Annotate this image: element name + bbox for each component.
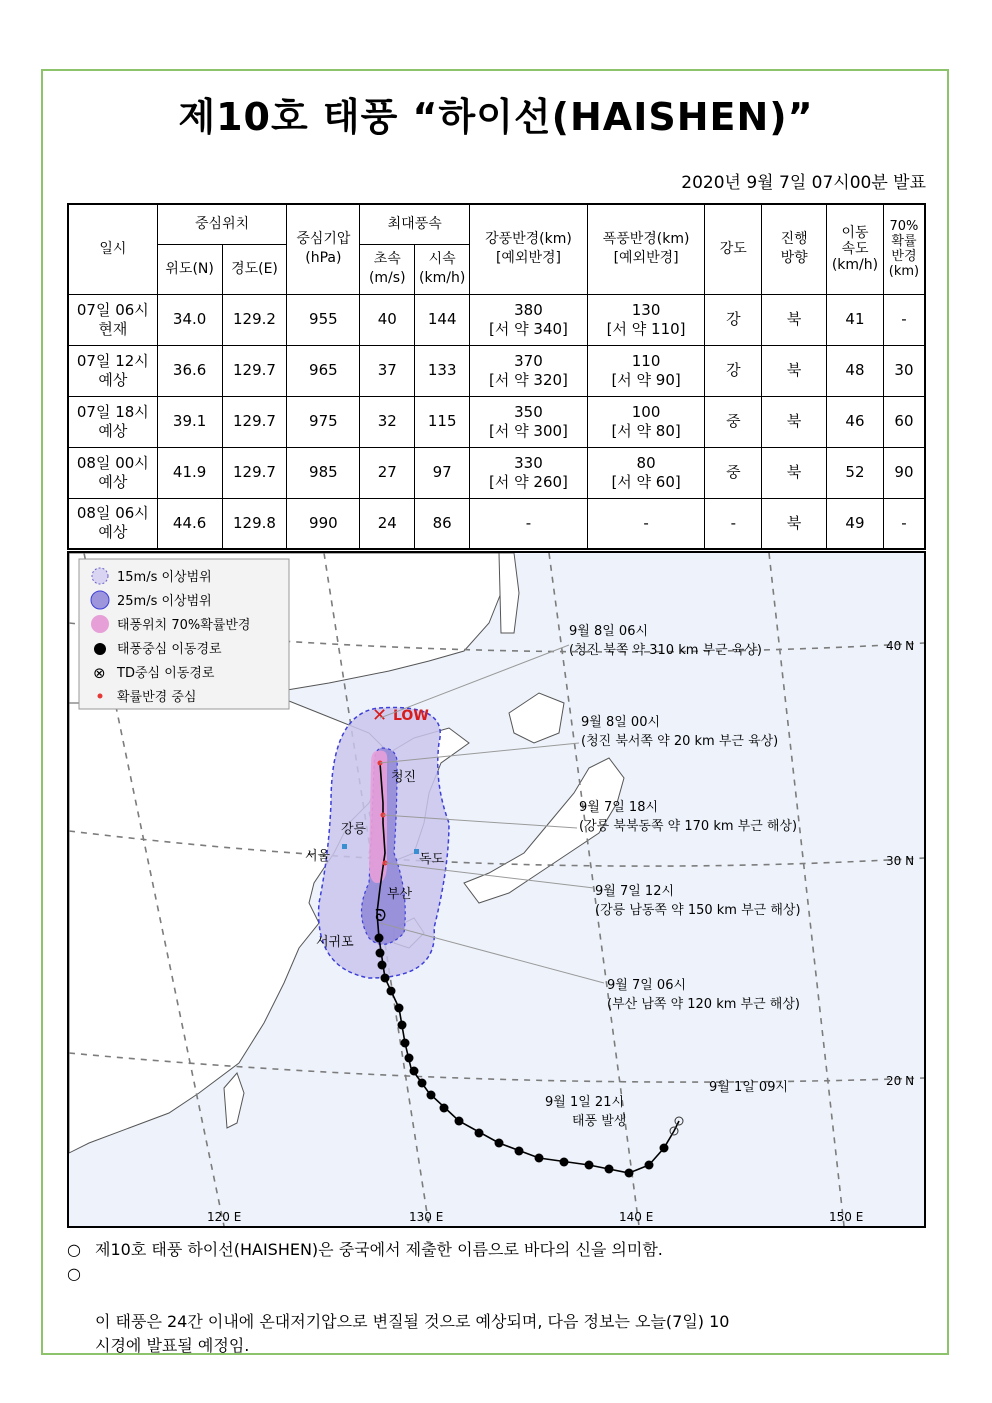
track-point <box>660 1144 669 1153</box>
annotation-time: 9월 7일 12시 <box>595 884 675 899</box>
cell-strong-radius: 370 [서 약 320] <box>470 345 588 396</box>
place-seogwipo: 서귀포 <box>316 935 354 950</box>
cell-datetime: 07일 12시 예상 <box>68 345 157 396</box>
track-point <box>515 1147 524 1156</box>
cell-lon: 129.7 <box>222 396 287 447</box>
cell-speed: 52 <box>827 447 884 498</box>
annotation-time: 9월 7일 18시 <box>579 800 659 815</box>
cell-direction: 북 <box>762 396 827 447</box>
cell-wind-ms: 27 <box>360 447 415 498</box>
lat-label: 40 N <box>886 639 915 653</box>
track-point <box>585 1161 594 1170</box>
lon-label: 140 E <box>619 1210 654 1224</box>
notes <box>67 1238 937 1358</box>
legend-label: 25m/s 이상범위 <box>117 594 212 609</box>
track-point <box>376 949 385 958</box>
cell-direction: 북 <box>762 345 827 396</box>
track-point <box>535 1154 544 1163</box>
dokdo-marker <box>414 849 419 854</box>
circled-x-icon: ⊗ <box>93 664 106 682</box>
cell-intensity: 강 <box>705 294 762 345</box>
cell-speed: 41 <box>827 294 884 345</box>
typhoon-symbol-icon <box>94 643 106 655</box>
header-wind-kmh: 시속 (km/h) <box>415 244 470 294</box>
pink-circle-icon <box>91 615 109 633</box>
place-dokdo: 독도 <box>419 852 445 867</box>
legend-label: 확률반경 중심 <box>117 690 197 705</box>
note-text: 이 태풍은 24간 이내에 온대저기압으로 변질될 것으로 예상되며, 다음 정보는 오늘(7일) 10 시경에 발표될 예정임. <box>95 1312 730 1355</box>
header-lat: 위도(N) <box>157 244 222 294</box>
cell-lon: 129.8 <box>222 498 287 549</box>
header-datetime: 일시 <box>68 204 157 294</box>
place-seoul: 서울 <box>305 849 331 864</box>
genesis-time: 9월 1일 21시 <box>545 1095 625 1110</box>
header-pressure: 중심기압 (hPa) <box>287 204 360 294</box>
cell-wind-kmh: 115 <box>415 396 470 447</box>
cell-prob-radius: - <box>883 294 925 345</box>
header-prob-radius: 70% 확률 반경 (km) <box>883 204 925 294</box>
typhoon-track-map <box>67 551 926 1228</box>
cell-prob-radius: 60 <box>883 396 925 447</box>
cell-datetime: 08일 06시 예상 <box>68 498 157 549</box>
cell-speed: 49 <box>827 498 884 549</box>
cell-datetime: 08일 00시 예상 <box>68 447 157 498</box>
current-typhoon-icon: ᘐ <box>375 906 387 925</box>
cell-wind-kmh: 133 <box>415 345 470 396</box>
legend-label: 태풍중심 이동경로 <box>117 642 222 657</box>
cell-lat: 36.6 <box>157 345 222 396</box>
track-point <box>605 1165 614 1174</box>
land-sakhalin <box>499 553 519 633</box>
cell-datetime: 07일 18시 예상 <box>68 396 157 447</box>
lat-label: 30 N <box>886 854 915 868</box>
cell-lat: 44.6 <box>157 498 222 549</box>
cell-wind-ms: 24 <box>360 498 415 549</box>
cell-wind-kmh: 86 <box>415 498 470 549</box>
cell-pressure: 990 <box>287 498 360 549</box>
cell-prob-radius: - <box>883 498 925 549</box>
track-point <box>405 1054 414 1063</box>
header-center-position: 중심위치 <box>157 204 287 244</box>
cell-intensity: 중 <box>705 396 762 447</box>
low-label: LOW <box>393 708 429 724</box>
track-point <box>560 1158 569 1167</box>
table-row <box>68 396 925 447</box>
table-row <box>68 498 925 549</box>
annotation-desc: (부산 남쪽 약 120 km 부근 해상) <box>607 997 800 1012</box>
annotation-desc: (청진 북서쪽 약 20 km 부근 육상) <box>581 734 779 749</box>
table-row <box>68 294 925 345</box>
cell-storm-radius: 130 [서 약 110] <box>587 294 705 345</box>
header-wind-ms: 초속 (m/s) <box>360 244 415 294</box>
track-point <box>427 1091 436 1100</box>
track-point <box>401 1039 410 1048</box>
annotation-time: 9월 8일 00시 <box>581 715 661 730</box>
track-point <box>387 987 396 996</box>
lon-label: 130 E <box>409 1210 444 1224</box>
track-point <box>440 1104 449 1113</box>
cell-strong-radius: 330 [서 약 260] <box>470 447 588 498</box>
annotation-desc: (강릉 남동쪽 약 150 km 부근 해상) <box>595 903 801 918</box>
annotation-time: 9월 7일 06시 <box>607 978 687 993</box>
annotation-desc: (청진 북쪽 약 310 km 부근 육상) <box>569 643 762 658</box>
cell-storm-radius: 100 [서 약 80] <box>587 396 705 447</box>
cell-lon: 129.7 <box>222 447 287 498</box>
low-x-icon: ✕ <box>372 705 388 726</box>
light-purple-circle-icon <box>92 568 108 584</box>
track-point <box>625 1169 634 1178</box>
table-row <box>68 345 925 396</box>
cell-speed: 46 <box>827 396 884 447</box>
cell-lon: 129.2 <box>222 294 287 345</box>
cell-intensity: - <box>705 498 762 549</box>
lat-label: 20 N <box>886 1074 915 1088</box>
cell-pressure: 985 <box>287 447 360 498</box>
cell-prob-radius: 30 <box>883 345 925 396</box>
table-row <box>68 447 925 498</box>
place-cheongjin: 청진 <box>391 770 417 785</box>
page-title: 제10호 태풍 “하이선(HAISHEN)” <box>178 95 814 139</box>
cell-strong-radius: 350 [서 약 300] <box>470 396 588 447</box>
cell-wind-kmh: 97 <box>415 447 470 498</box>
header-intensity: 강도 <box>705 204 762 294</box>
cell-storm-radius: 110 [서 약 90] <box>587 345 705 396</box>
cell-wind-ms: 32 <box>360 396 415 447</box>
cell-strong-radius: - <box>470 498 588 549</box>
cell-wind-ms: 40 <box>360 294 415 345</box>
track-point <box>381 974 390 983</box>
cell-direction: 북 <box>762 447 827 498</box>
purple-circle-icon <box>91 591 109 609</box>
track-point <box>418 1079 427 1088</box>
legend-label: TD중심 이동경로 <box>117 666 215 681</box>
cell-direction: 북 <box>762 294 827 345</box>
track-point <box>375 934 384 943</box>
bullet-circle: ○ <box>67 1264 81 1283</box>
bullet-circle: ○ <box>67 1240 81 1259</box>
place-gangneung: 강릉 <box>341 822 367 837</box>
header-storm-radius: 폭풍반경(km) [예외반경] <box>587 204 705 294</box>
cell-prob-radius: 90 <box>883 447 925 498</box>
cell-intensity: 중 <box>705 447 762 498</box>
legend-label: 태풍위치 70%확률반경 <box>117 618 251 633</box>
cell-pressure: 955 <box>287 294 360 345</box>
track-point <box>475 1129 484 1138</box>
track-point <box>398 1021 407 1030</box>
cell-wind-kmh: 144 <box>415 294 470 345</box>
cell-lon: 129.7 <box>222 345 287 396</box>
track-point <box>645 1161 654 1170</box>
track-point <box>395 1004 404 1013</box>
note-item <box>67 1238 937 1262</box>
track-point <box>410 1067 419 1076</box>
place-busan: 부산 <box>387 887 413 902</box>
cell-speed: 48 <box>827 345 884 396</box>
track-point <box>455 1117 464 1126</box>
annotation-desc: (강릉 북북동쪽 약 170 km 부근 해상) <box>579 819 798 834</box>
genesis-desc: 태풍 발생 <box>572 1114 627 1129</box>
header-direction: 진행 방향 <box>762 204 827 294</box>
cell-pressure: 965 <box>287 345 360 396</box>
typhoon-info-table <box>67 203 926 550</box>
cell-datetime: 07일 06시 현재 <box>68 294 157 345</box>
cell-wind-ms: 37 <box>360 345 415 396</box>
red-dot-icon <box>98 694 103 699</box>
note-item <box>67 1262 937 1358</box>
start-time: 9월 1일 09시 <box>709 1080 789 1095</box>
note-text: 제10호 태풍 하이선(HAISHEN)은 중국에서 제출한 이름으로 바다의 신을 의미함. <box>95 1240 663 1259</box>
cell-intensity: 강 <box>705 345 762 396</box>
annotation-time: 9월 8일 06시 <box>569 624 649 639</box>
cell-pressure: 975 <box>287 396 360 447</box>
legend-label: 15m/s 이상범위 <box>117 570 212 585</box>
lon-label: 150 E <box>829 1210 864 1224</box>
cell-storm-radius: - <box>587 498 705 549</box>
cell-direction: 북 <box>762 498 827 549</box>
issued-time: 2020년 9월 7일 07시00분 발표 <box>681 173 926 193</box>
header-max-wind: 최대풍속 <box>360 204 470 244</box>
cell-lat: 39.1 <box>157 396 222 447</box>
header-speed: 이동 속도 (km/h) <box>827 204 884 294</box>
track-point <box>495 1139 504 1148</box>
track-point <box>378 961 387 970</box>
cell-lat: 34.0 <box>157 294 222 345</box>
map-legend <box>79 559 289 709</box>
header-strong-radius: 강풍반경(km) [예외반경] <box>470 204 588 294</box>
cell-lat: 41.9 <box>157 447 222 498</box>
cell-storm-radius: 80 [서 약 60] <box>587 447 705 498</box>
lon-label: 120 E <box>207 1210 242 1224</box>
seoul-marker <box>342 844 347 849</box>
cell-strong-radius: 380 [서 약 340] <box>470 294 588 345</box>
header-lon: 경도(E) <box>222 244 287 294</box>
